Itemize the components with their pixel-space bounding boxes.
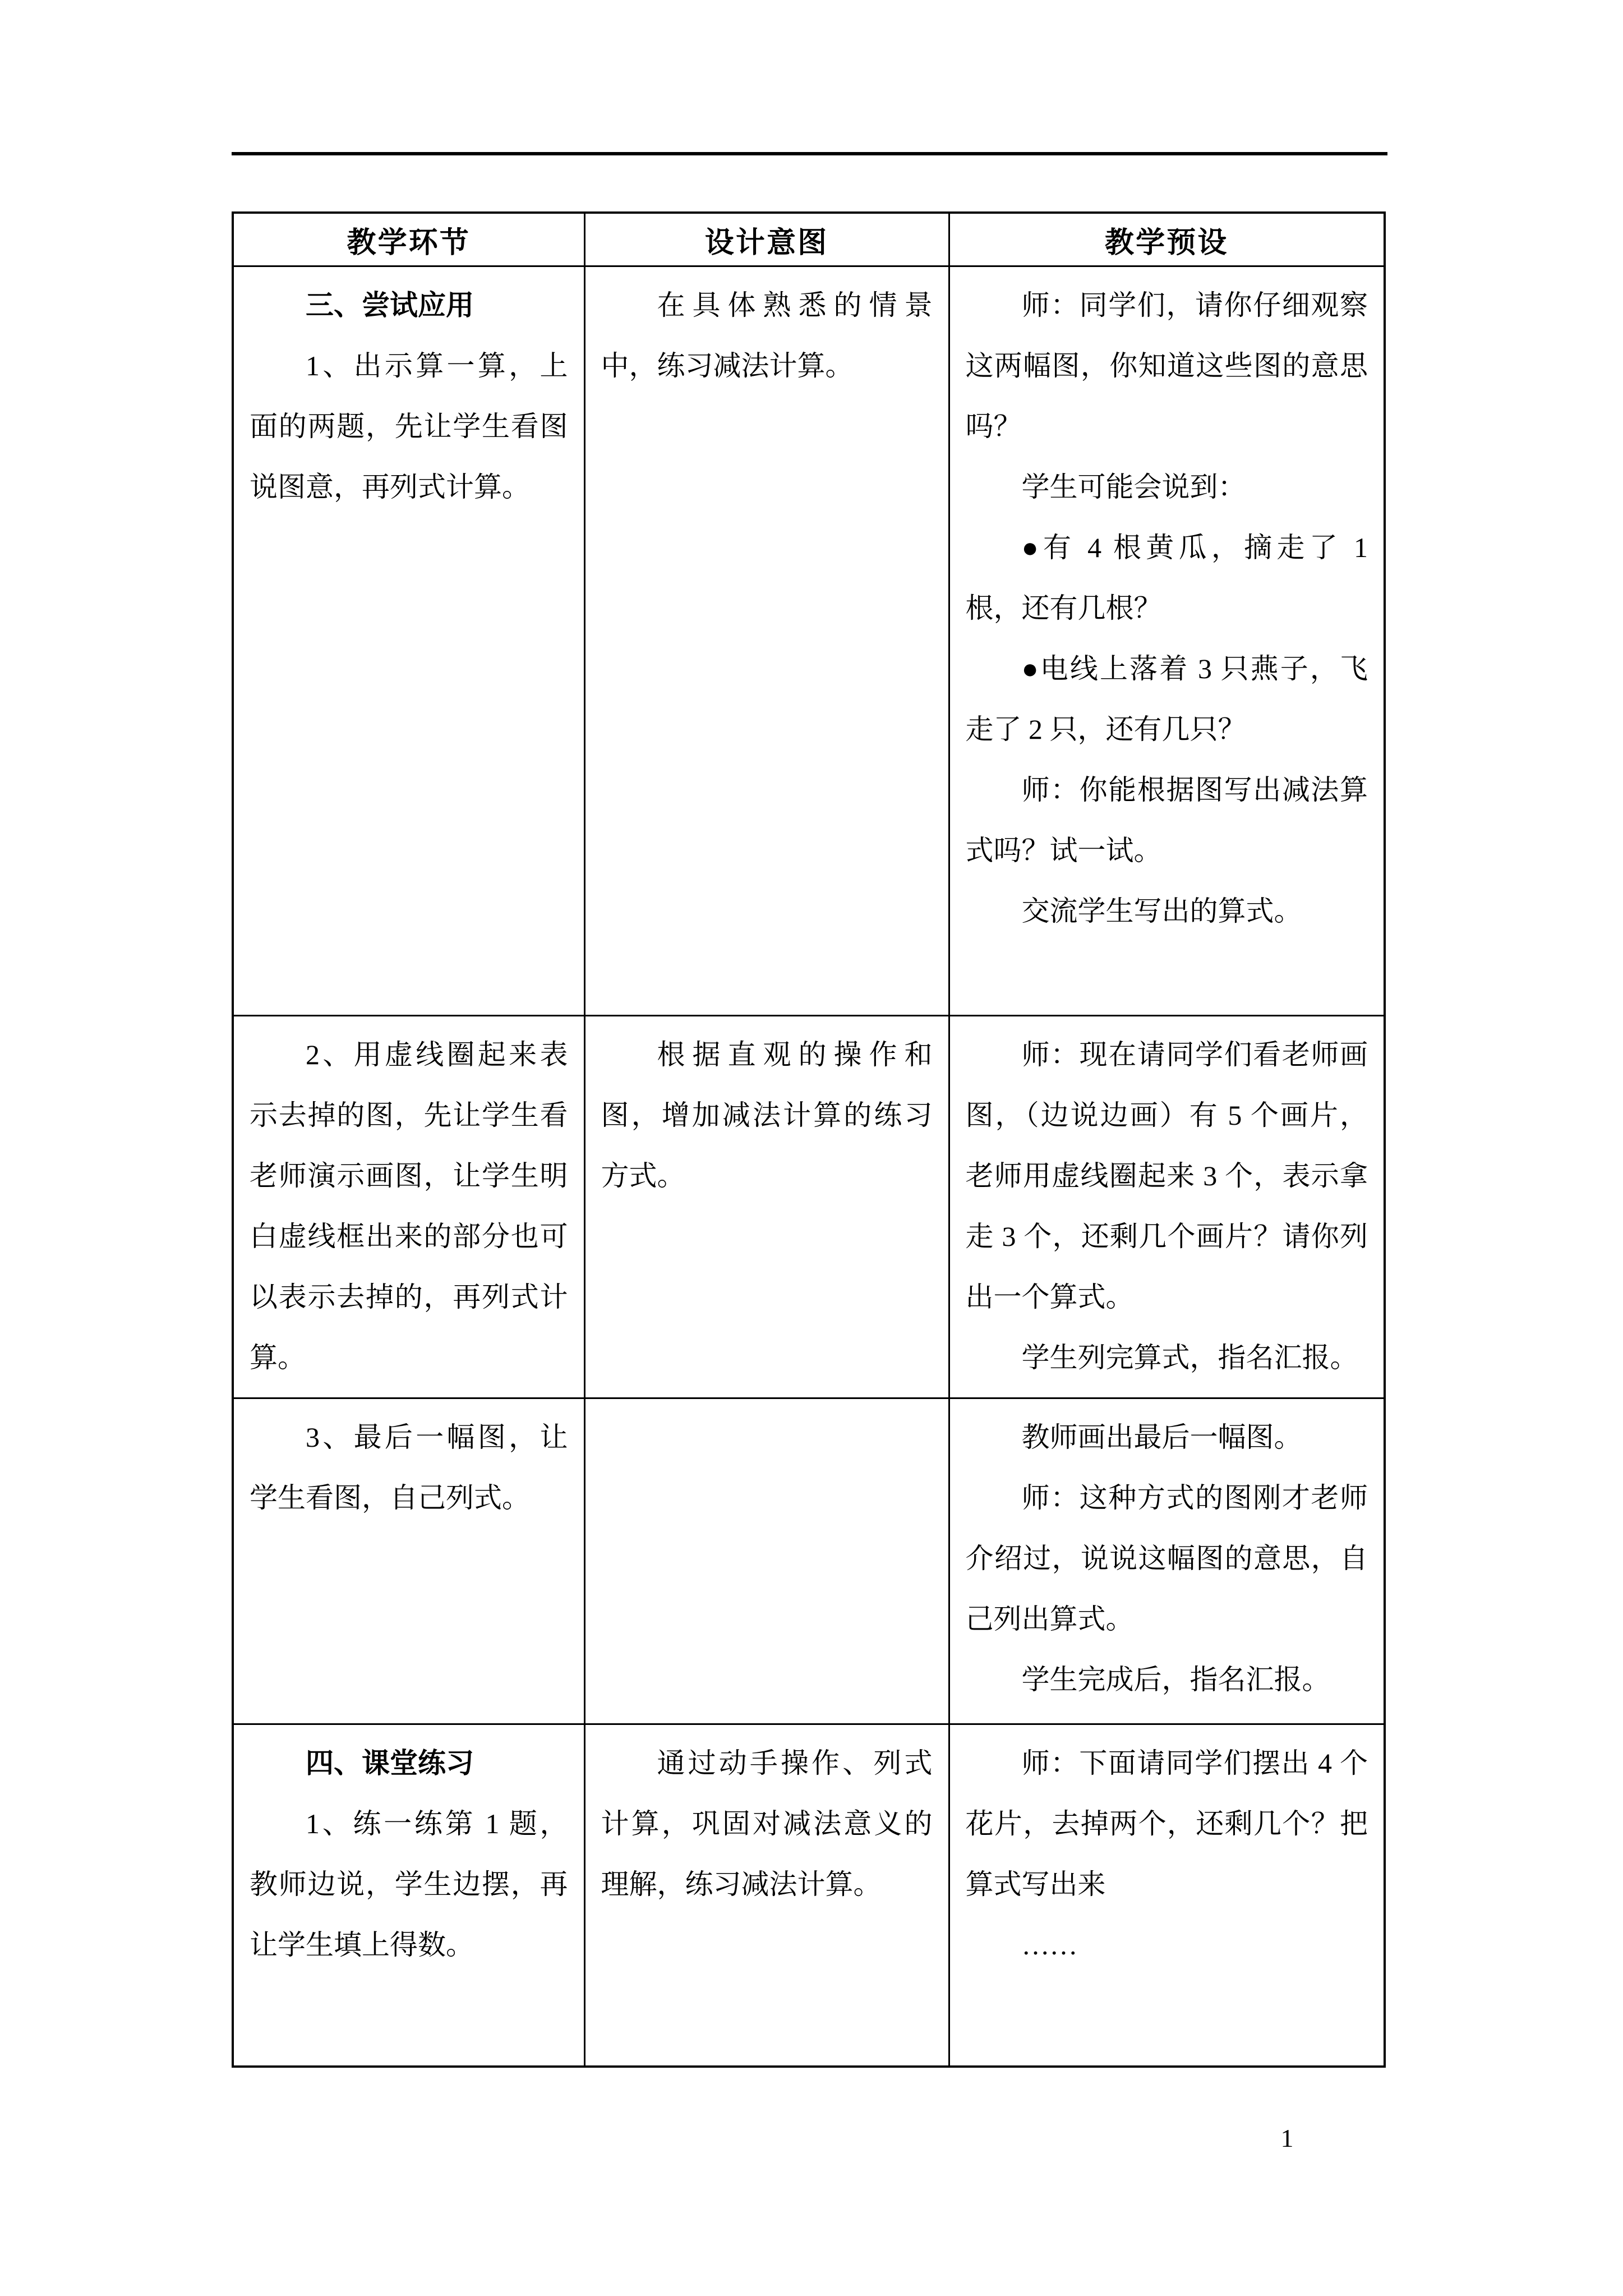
paragraph: 师：这种方式的图刚才老师介绍过，说说这幅图的意思，自己列出算式。 (965, 1482, 1368, 1635)
cell-design-intent (584, 266, 949, 1016)
paragraph: 1、出示算一算，上面的两题，先让学生看图说图意，再列式计算。 (250, 350, 568, 503)
column-header-teaching-preset: 教学预设 (949, 213, 1385, 266)
bullet-paragraph: ●有 4 根黄瓜，摘走了 1 根，还有几根？ (965, 532, 1368, 624)
cell-teaching-steps (233, 1398, 584, 1724)
section-heading: 四、课堂练习 (306, 1747, 474, 1779)
paragraph: 师：你能根据图写出减法算式吗？试一试。 (965, 774, 1368, 866)
column-header-design-intent: 设计意图 (584, 213, 949, 266)
cell-content (250, 1024, 568, 1388)
cell-teaching-steps (233, 1016, 584, 1398)
cell-content (966, 1733, 1368, 1975)
paragraph: 师：下面请同学们摆出 4 个花片，去掉两个，还剩几个？把算式写出来 (965, 1747, 1368, 1900)
cell-teaching-preset (949, 266, 1385, 1016)
table-body (233, 266, 1385, 2067)
paragraph: …… (1021, 1929, 1078, 1961)
cell-teaching-preset (949, 1016, 1385, 1398)
table-row (233, 1016, 1385, 1398)
section-heading: 三、尝试应用 (306, 289, 474, 321)
paragraph: 3、最后一幅图，让学生看图，自己列式。 (250, 1421, 568, 1513)
cell-content (250, 1407, 568, 1528)
cell-content (601, 1024, 933, 1206)
page-number: 1 (1280, 2124, 1294, 2152)
cell-teaching-preset (949, 1398, 1385, 1724)
table-row (233, 1724, 1385, 2067)
paragraph: 学生列完算式，指名汇报。 (1021, 1342, 1358, 1373)
paragraph: 根据直观的操作和图，增加减法计算的练习方式。 (601, 1039, 933, 1191)
paragraph: 1、练一练第 1 题，教师边说，学生边摆，再让学生填上得数。 (250, 1808, 568, 1961)
bullet-paragraph: ●电线上落着 3 只燕子，飞走了 2 只，还有几只？ (965, 653, 1368, 745)
paragraph: 2、用虚线圈起来表示去掉的图，先让学生看老师演示画图，让学生明白虚线框出来的部分也可以表示去掉的，再列式计算。 (250, 1039, 568, 1373)
cell-teaching-preset (949, 1724, 1385, 2067)
header-row (233, 213, 1385, 266)
paragraph: 学生可能会说到： (1021, 471, 1246, 503)
table-row (233, 266, 1385, 1016)
header-rule (232, 152, 1387, 155)
cell-content (250, 275, 568, 517)
cell-design-intent (584, 1016, 949, 1398)
cell-content (966, 275, 1368, 941)
paragraph: 通过动手操作、列式计算，巩固对减法意义的理解，练习减法计算。 (601, 1747, 933, 1900)
cell-teaching-steps (233, 1724, 584, 2067)
cell-content (966, 1407, 1368, 1710)
paragraph: 师：同学们，请你仔细观察这两幅图，你知道这些图的意思吗？ (965, 289, 1368, 442)
lesson-plan-table (232, 211, 1386, 2068)
paragraph: 学生完成后，指名汇报。 (1021, 1664, 1330, 1695)
paragraph: 师：现在请同学们看老师画图，（边说边画）有 5 个画片，老师用虚线圈起来 3 个，表示拿走 3 个，还剩几个画片？请你列出一个算式。 (965, 1039, 1368, 1313)
column-header-teaching-steps: 教学环节 (233, 213, 584, 266)
cell-content (601, 275, 933, 396)
table-header (233, 213, 1385, 266)
cell-content (250, 1733, 568, 1975)
paragraph: 交流学生写出的算式。 (1021, 895, 1302, 927)
cell-design-intent (584, 1724, 949, 2067)
cell-teaching-steps (233, 266, 584, 1016)
cell-design-intent (584, 1398, 949, 1724)
paragraph: 在具体熟悉的情景中，练习减法计算。 (601, 289, 933, 381)
paragraph: 教师画出最后一幅图。 (1021, 1421, 1302, 1453)
cell-content (966, 1024, 1368, 1388)
table-row (233, 1398, 1385, 1724)
cell-content (601, 1733, 933, 1915)
